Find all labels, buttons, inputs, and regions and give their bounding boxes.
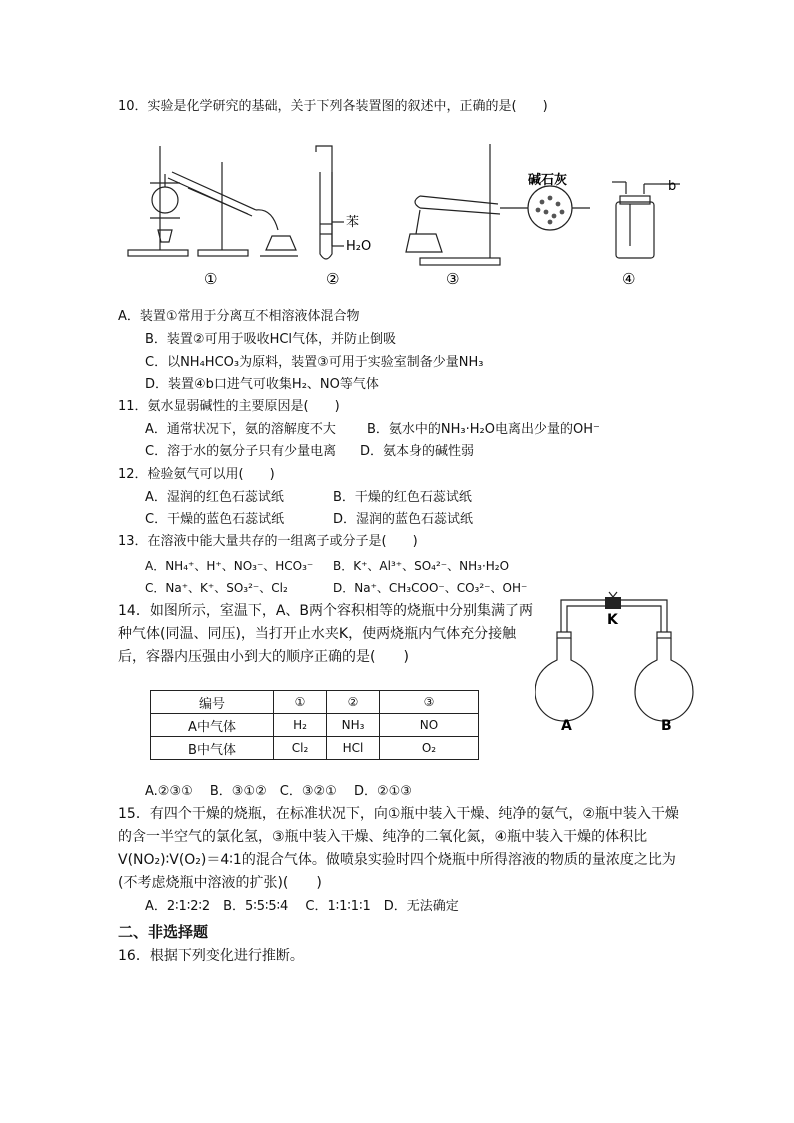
q10-option-b: B．装置②可用于吸收HCl气体，并防止倒吸 — [145, 332, 397, 347]
q14-stem-line1: 14．如图所示，室温下，A、B两个容积相等的烧瓶中分别集满了两 — [118, 603, 533, 619]
q13-option-b: B．K⁺、Al³⁺、SO₄²⁻、NH₃·H₂O — [333, 559, 510, 573]
table-cell: 编号 — [151, 691, 274, 714]
q12-option-d: D．湿润的蓝色石蕊试纸 — [333, 512, 474, 527]
q12-option-c: C．干燥的蓝色石蕊试纸 — [145, 512, 285, 527]
q12-option-a: A．湿润的红色石蕊试纸 — [145, 490, 284, 505]
q14-gas-table — [150, 690, 479, 760]
q11-option-c: C．溶于水的氨分子只有少量电离 — [145, 444, 337, 459]
q15-stem-line3: V(NO₂)∶V(O₂)＝4∶1的混合气体。做喷泉实验时四个烧瓶中所得溶液的物质的量浓度之比为 — [118, 852, 676, 868]
q13-option-a: A．NH₄⁺、H⁺、NO₃⁻、HCO₃⁻ — [145, 559, 314, 573]
q10-apparatus-figure — [120, 138, 690, 296]
q14-options: A.②③① B．③①② C．③②① D．②①③ — [145, 784, 412, 799]
q14-label-b: B — [661, 718, 672, 734]
fig3-label: ③ — [446, 270, 460, 288]
q10-stem: 10．实验是化学研究的基础，关于下列各装置图的叙述中，正确的是( ) — [118, 99, 548, 114]
q14-stem-line2: 种气体(同温、同压)，当打开止水夹K，使两烧瓶内气体充分接触 — [118, 626, 517, 642]
table-cell: A中气体 — [151, 714, 274, 737]
fig3-lime-label: 碱石灰 — [528, 173, 568, 188]
fig2-benzene-label: 苯 — [346, 215, 360, 230]
q14-label-a: A — [561, 718, 572, 734]
q16-stem: 16．根据下列变化进行推断。 — [118, 948, 304, 964]
table-cell: ② — [327, 691, 380, 714]
table-header-row — [151, 691, 479, 714]
table-row — [151, 714, 479, 737]
q11-option-d: D．氨本身的碱性弱 — [360, 444, 475, 459]
q13-option-c: C．Na⁺、K⁺、SO₃²⁻、Cl₂ — [145, 581, 288, 595]
table-cell: ③ — [380, 691, 479, 714]
table-cell: B中气体 — [151, 737, 274, 760]
fig4-b-label: b — [668, 179, 677, 194]
table-cell: NH₃ — [327, 714, 380, 737]
fig2-water-label: H₂O — [346, 239, 372, 254]
q10-option-d: D．装置④b口进气可收集H₂、NO等气体 — [145, 377, 379, 392]
q11-option-a: A．通常状况下，氨的溶解度不大 — [145, 422, 336, 437]
q14-label-k: K — [607, 612, 618, 628]
q13-stem: 13．在溶液中能大量共存的一组离子或分子是( ) — [118, 534, 418, 549]
fig2-label: ② — [326, 270, 340, 288]
table-cell: O₂ — [380, 737, 479, 760]
table-cell: H₂ — [274, 714, 327, 737]
q11-option-b: B．氨水中的NH₃·H₂O电离出少量的OH⁻ — [367, 422, 600, 437]
table-cell: ① — [274, 691, 327, 714]
table-cell: NO — [380, 714, 479, 737]
q15-stem-line2: 的含一半空气的氯化氢，③瓶中装入干燥、纯净的二氧化氮，④瓶中装入干燥的体积比 — [118, 829, 648, 845]
q14-flask-figure — [535, 588, 710, 736]
table-cell: Cl₂ — [274, 737, 327, 760]
q15-stem-line1: 15．有四个干燥的烧瓶，在标准状况下，向①瓶中装入干燥、纯净的氨气，②瓶中装入干燥 — [118, 806, 679, 822]
q10-option-a: A．装置①常用于分离互不相溶液体混合物 — [118, 309, 360, 324]
q15-stem-line4: (不考虑烧瓶中溶液的扩张)( ) — [118, 875, 322, 891]
q12-stem: 12．检验氨气可以用( ) — [118, 467, 275, 482]
q10-option-c: C．以NH₄HCO₃为原料，装置③可用于实验室制备少量NH₃ — [145, 355, 484, 370]
q11-stem: 11．氨水显弱碱性的主要原因是( ) — [118, 399, 340, 414]
q12-option-b: B．干燥的红色石蕊试纸 — [333, 490, 472, 505]
fig1-label: ① — [204, 270, 218, 288]
q14-stem-line3: 后，容器内压强由小到大的顺序正确的是( ) — [118, 649, 409, 665]
q15-options: A．2∶1∶2∶2 B．5∶5∶5∶4 C．1∶1∶1∶1 D．无法确定 — [145, 899, 459, 914]
q13-option-d: D．Na⁺、CH₃COO⁻、CO₃²⁻、OH⁻ — [333, 581, 528, 595]
fig4-label: ④ — [622, 270, 636, 288]
section-heading: 二、非选择题 — [118, 923, 209, 941]
table-row — [151, 737, 479, 760]
table-cell: HCl — [327, 737, 380, 760]
